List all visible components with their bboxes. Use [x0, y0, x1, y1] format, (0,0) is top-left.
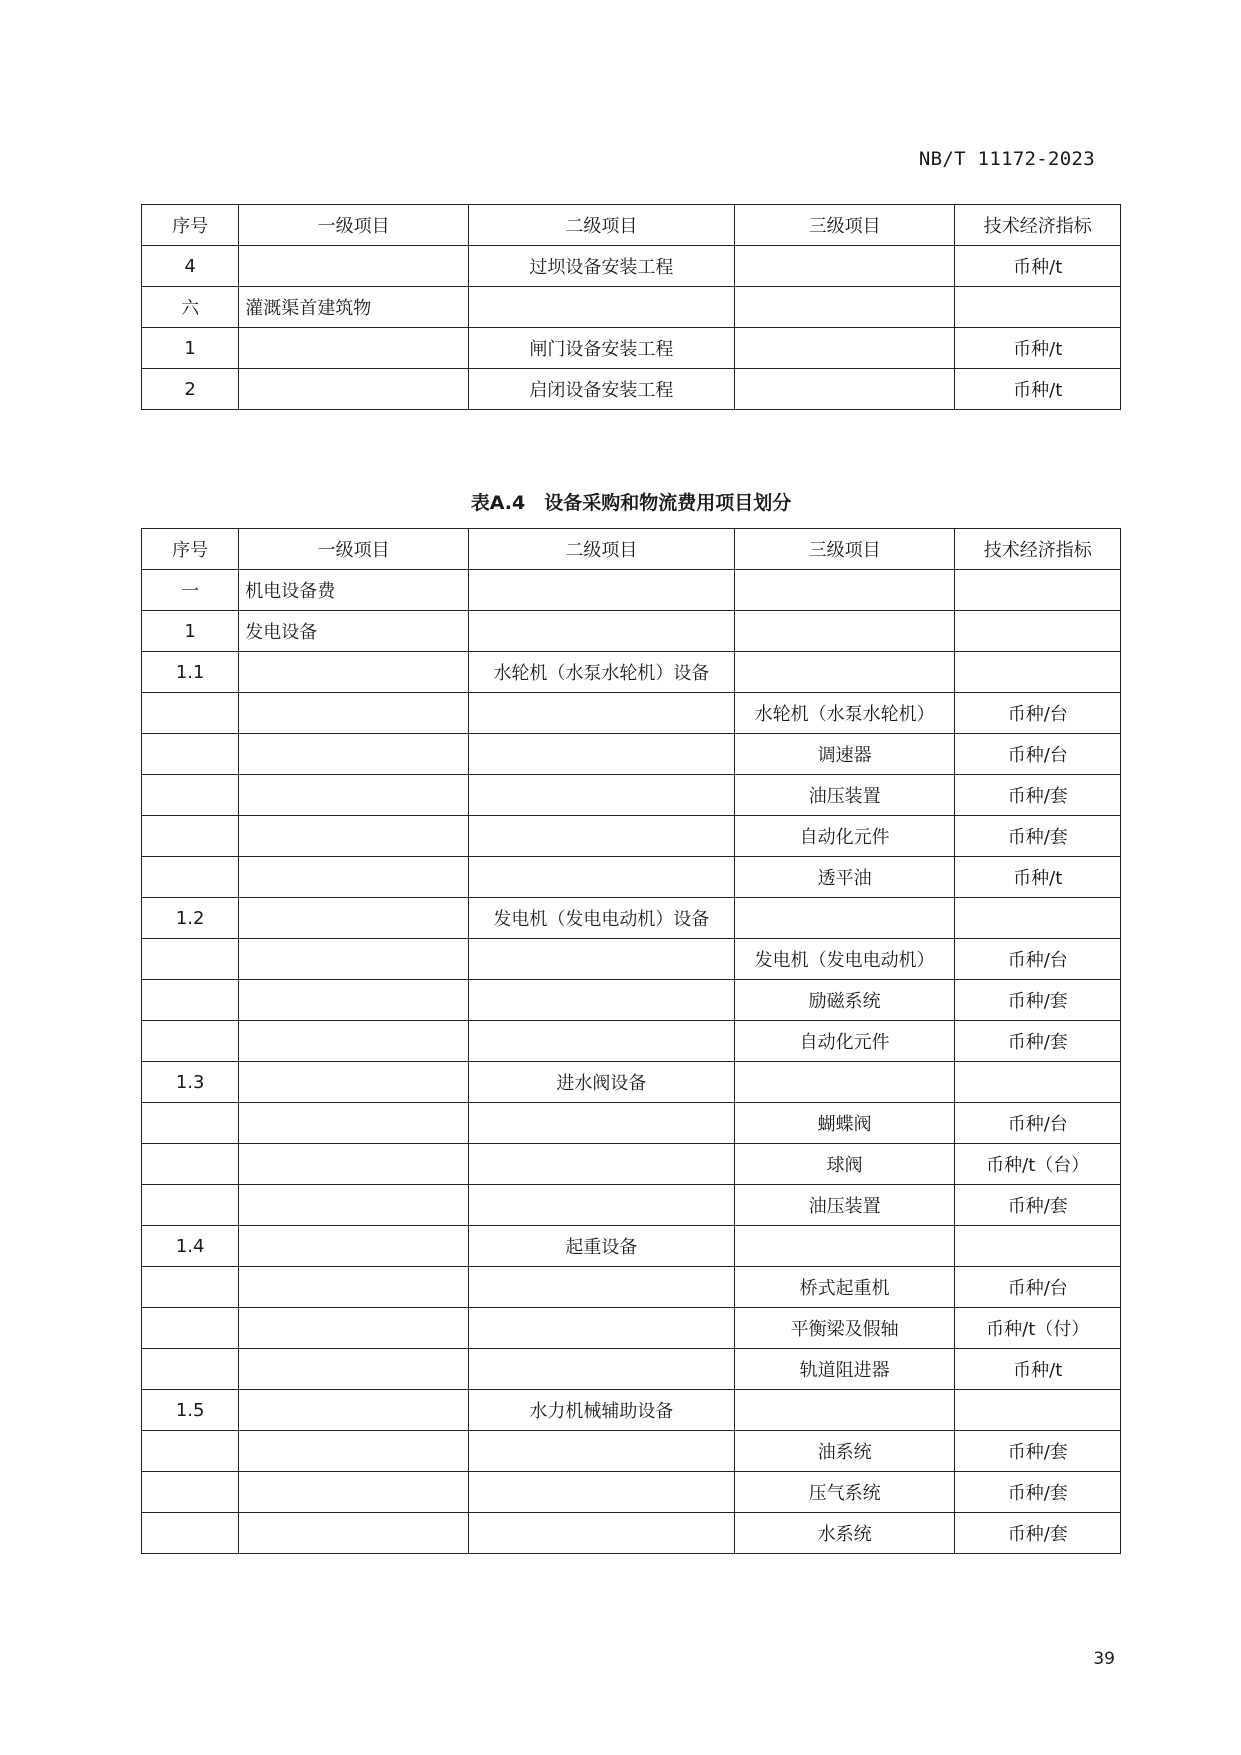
level3-cell: 平衡梁及假轴 — [734, 1308, 955, 1349]
table-row — [142, 1267, 1121, 1308]
table-row — [142, 1349, 1121, 1390]
header-cell-level1: 一级项目 — [239, 205, 469, 246]
index-cell — [142, 1144, 239, 1185]
level2-cell: 启闭设备安装工程 — [469, 369, 735, 410]
continued-table — [141, 204, 1121, 410]
indicator-cell: 币种/t — [955, 1349, 1121, 1390]
index-cell — [142, 775, 239, 816]
index-cell — [142, 1103, 239, 1144]
index-cell: 1 — [142, 328, 239, 369]
level1-cell — [239, 939, 469, 980]
indicator-cell: 币种/t — [955, 246, 1121, 287]
level3-cell — [734, 1226, 955, 1267]
level2-cell — [469, 1144, 735, 1185]
indicator-cell: 币种/t（台） — [955, 1144, 1121, 1185]
level3-cell: 蝴蝶阀 — [734, 1103, 955, 1144]
table-row — [142, 652, 1121, 693]
level1-cell: 发电设备 — [239, 611, 469, 652]
header-cell-level3: 三级项目 — [734, 529, 955, 570]
index-cell — [142, 939, 239, 980]
level2-cell: 发电机（发电电动机）设备 — [469, 898, 735, 939]
level1-cell — [239, 734, 469, 775]
level2-cell: 进水阀设备 — [469, 1062, 735, 1103]
level2-cell — [469, 570, 735, 611]
level1-cell — [239, 328, 469, 369]
table-caption: 表A.4 设备采购和物流费用项目划分 — [470, 492, 792, 514]
index-cell: 一 — [142, 570, 239, 611]
level3-cell — [734, 246, 955, 287]
page-number: 39 — [1093, 1649, 1115, 1669]
level1-cell — [239, 980, 469, 1021]
level3-cell — [734, 328, 955, 369]
level3-cell: 油压装置 — [734, 1185, 955, 1226]
level2-cell — [469, 1349, 735, 1390]
indicator-cell — [955, 611, 1121, 652]
header-cell-level2: 二级项目 — [469, 529, 735, 570]
indicator-cell: 币种/套 — [955, 816, 1121, 857]
indicator-cell: 币种/t — [955, 857, 1121, 898]
level3-cell — [734, 611, 955, 652]
level1-cell — [239, 1513, 469, 1554]
index-cell: 1 — [142, 611, 239, 652]
table-row — [142, 775, 1121, 816]
index-cell: 1.5 — [142, 1390, 239, 1431]
level1-cell — [239, 775, 469, 816]
level1-cell — [239, 1226, 469, 1267]
indicator-cell — [955, 1390, 1121, 1431]
level1-cell — [239, 816, 469, 857]
indicator-cell — [955, 570, 1121, 611]
equipment-cost-table — [141, 528, 1121, 1554]
table-row — [142, 857, 1121, 898]
level1-cell — [239, 1349, 469, 1390]
level2-cell — [469, 1431, 735, 1472]
table-row — [142, 1144, 1121, 1185]
table-row — [142, 570, 1121, 611]
index-cell — [142, 1267, 239, 1308]
table-row — [142, 1021, 1121, 1062]
level1-cell: 灌溉渠首建筑物 — [239, 287, 469, 328]
level2-cell — [469, 857, 735, 898]
indicator-cell — [955, 652, 1121, 693]
level1-cell — [239, 1390, 469, 1431]
level2-cell — [469, 1185, 735, 1226]
table-row — [142, 980, 1121, 1021]
level3-cell — [734, 1062, 955, 1103]
indicator-cell: 币种/套 — [955, 1513, 1121, 1554]
table-row — [142, 246, 1121, 287]
level2-cell: 水力机械辅助设备 — [469, 1390, 735, 1431]
indicator-cell: 币种/套 — [955, 1021, 1121, 1062]
table-row — [142, 898, 1121, 939]
table-row — [142, 816, 1121, 857]
level2-cell — [469, 1513, 735, 1554]
indicator-cell: 币种/套 — [955, 775, 1121, 816]
index-cell: 1.3 — [142, 1062, 239, 1103]
level1-cell — [239, 1431, 469, 1472]
level3-cell: 水轮机（水泵水轮机） — [734, 693, 955, 734]
level3-cell — [734, 369, 955, 410]
level2-cell — [469, 734, 735, 775]
table-row — [142, 287, 1121, 328]
level3-cell — [734, 570, 955, 611]
header-cell-indicator: 技术经济指标 — [955, 205, 1121, 246]
level2-cell — [469, 775, 735, 816]
level3-cell: 油压装置 — [734, 775, 955, 816]
level2-cell — [469, 1308, 735, 1349]
level2-cell: 闸门设备安装工程 — [469, 328, 735, 369]
level2-cell — [469, 1021, 735, 1062]
indicator-cell: 币种/台 — [955, 1267, 1121, 1308]
table-row — [142, 611, 1121, 652]
level3-cell: 水系统 — [734, 1513, 955, 1554]
indicator-cell: 币种/套 — [955, 1472, 1121, 1513]
table-row — [142, 328, 1121, 369]
level2-cell — [469, 980, 735, 1021]
header-cell-level1: 一级项目 — [239, 529, 469, 570]
level2-cell — [469, 816, 735, 857]
table-row — [142, 1103, 1121, 1144]
table-row — [142, 1185, 1121, 1226]
level1-cell — [239, 246, 469, 287]
level1-cell — [239, 1267, 469, 1308]
level1-cell — [239, 1144, 469, 1185]
index-cell — [142, 1021, 239, 1062]
header-cell-level2: 二级项目 — [469, 205, 735, 246]
table-row — [142, 1513, 1121, 1554]
level1-cell — [239, 369, 469, 410]
index-cell — [142, 980, 239, 1021]
index-cell: 1.1 — [142, 652, 239, 693]
header-cell-level3: 三级项目 — [734, 205, 955, 246]
level1-cell — [239, 898, 469, 939]
indicator-cell — [955, 1062, 1121, 1103]
table-row — [142, 1390, 1121, 1431]
index-cell — [142, 1349, 239, 1390]
level2-cell — [469, 1472, 735, 1513]
index-cell — [142, 1185, 239, 1226]
level2-cell — [469, 611, 735, 652]
index-cell: 2 — [142, 369, 239, 410]
table-row — [142, 693, 1121, 734]
table-row — [142, 369, 1121, 410]
level3-cell — [734, 1390, 955, 1431]
level3-cell: 励磁系统 — [734, 980, 955, 1021]
table-row — [142, 1308, 1121, 1349]
level3-cell: 自动化元件 — [734, 816, 955, 857]
level2-cell: 过坝设备安装工程 — [469, 246, 735, 287]
header-cell-index: 序号 — [142, 529, 239, 570]
level3-cell: 自动化元件 — [734, 1021, 955, 1062]
table-row — [142, 1226, 1121, 1267]
indicator-cell — [955, 1226, 1121, 1267]
table-header-row — [142, 529, 1121, 570]
indicator-cell — [955, 898, 1121, 939]
level3-cell: 桥式起重机 — [734, 1267, 955, 1308]
index-cell: 六 — [142, 287, 239, 328]
indicator-cell: 币种/t — [955, 369, 1121, 410]
index-cell: 1.4 — [142, 1226, 239, 1267]
table-row — [142, 1062, 1121, 1103]
level3-cell — [734, 652, 955, 693]
level2-cell — [469, 287, 735, 328]
level3-cell: 球阀 — [734, 1144, 955, 1185]
level2-cell — [469, 1103, 735, 1144]
level3-cell — [734, 898, 955, 939]
indicator-cell: 币种/台 — [955, 1103, 1121, 1144]
level1-cell: 机电设备费 — [239, 570, 469, 611]
table-row — [142, 939, 1121, 980]
indicator-cell: 币种/台 — [955, 734, 1121, 775]
level2-cell — [469, 693, 735, 734]
level1-cell — [239, 1021, 469, 1062]
table-header-row — [142, 205, 1121, 246]
level3-cell: 轨道阻进器 — [734, 1349, 955, 1390]
level1-cell — [239, 693, 469, 734]
level2-cell: 水轮机（水泵水轮机）设备 — [469, 652, 735, 693]
level3-cell: 发电机（发电电动机） — [734, 939, 955, 980]
level1-cell — [239, 1472, 469, 1513]
level1-cell — [239, 1103, 469, 1144]
index-cell — [142, 693, 239, 734]
level1-cell — [239, 857, 469, 898]
index-cell: 4 — [142, 246, 239, 287]
indicator-cell: 币种/台 — [955, 693, 1121, 734]
header-cell-indicator: 技术经济指标 — [955, 529, 1121, 570]
level3-cell: 压气系统 — [734, 1472, 955, 1513]
indicator-cell — [955, 287, 1121, 328]
index-cell: 1.2 — [142, 898, 239, 939]
level3-cell: 油系统 — [734, 1431, 955, 1472]
indicator-cell: 币种/台 — [955, 939, 1121, 980]
index-cell — [142, 1513, 239, 1554]
index-cell — [142, 1308, 239, 1349]
indicator-cell: 币种/套 — [955, 1431, 1121, 1472]
level1-cell — [239, 652, 469, 693]
level1-cell — [239, 1062, 469, 1103]
table-row — [142, 734, 1121, 775]
level2-cell — [469, 1267, 735, 1308]
index-cell — [142, 734, 239, 775]
indicator-cell: 币种/套 — [955, 980, 1121, 1021]
level2-cell — [469, 939, 735, 980]
index-cell — [142, 857, 239, 898]
table-row — [142, 1431, 1121, 1472]
level1-cell — [239, 1185, 469, 1226]
level1-cell — [239, 1308, 469, 1349]
indicator-cell: 币种/t — [955, 328, 1121, 369]
level3-cell: 调速器 — [734, 734, 955, 775]
indicator-cell: 币种/套 — [955, 1185, 1121, 1226]
document-code: NB/T 11172-2023 — [918, 148, 1095, 170]
index-cell — [142, 1472, 239, 1513]
index-cell — [142, 1431, 239, 1472]
level3-cell: 透平油 — [734, 857, 955, 898]
indicator-cell: 币种/t（付） — [955, 1308, 1121, 1349]
header-cell-index: 序号 — [142, 205, 239, 246]
level3-cell — [734, 287, 955, 328]
index-cell — [142, 816, 239, 857]
table-row — [142, 1472, 1121, 1513]
level2-cell: 起重设备 — [469, 1226, 735, 1267]
